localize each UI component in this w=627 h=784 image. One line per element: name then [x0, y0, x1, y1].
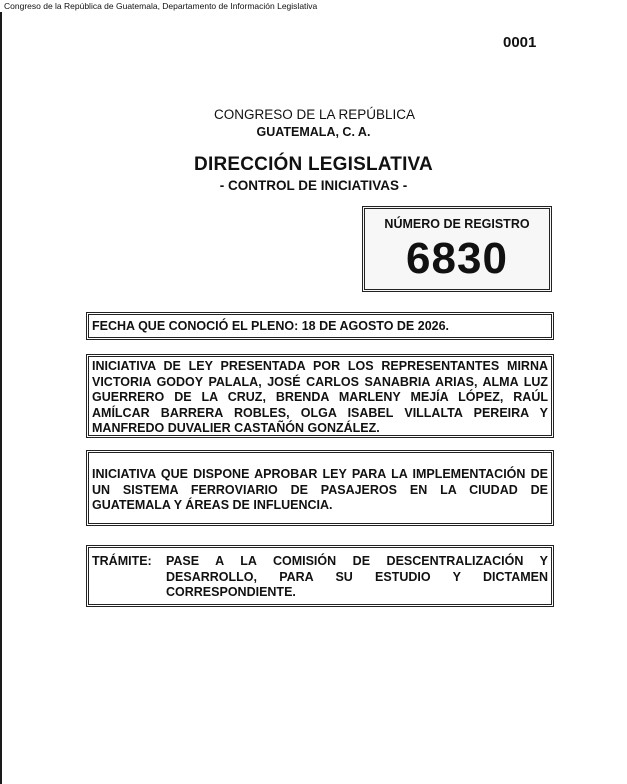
plenary-date-text: FECHA QUE CONOCIÓ EL PLENO: 18 DE AGOSTO DE 2026.: [92, 319, 450, 333]
institution-heading: [0, 107, 627, 139]
source-header-note: Congreso de la República de Guatemala, Departamento de Información Legislativa: [4, 1, 318, 11]
plenary-date-box: [86, 312, 554, 340]
initiative-subject-text: INICIATIVA QUE DISPONE APROBAR LEY PARA LA IMPLEMENTACIÓN DE UN SISTEMA FERROVIARIO DE PASAJEROS EN LA CIUDAD DE GUATEMALA Y ÁREAS DE INFLUENCIA.: [92, 467, 548, 512]
office-title: DIRECCIÓN LEGISLATIVA: [194, 154, 433, 175]
presenters-text: INICIATIVA DE LEY PRESENTADA POR LOS REPRESENTANTES MIRNA VICTORIA GODOY PALALA, JOSÉ CARLOS SANABRIA ARIAS, ALMA LUZ GUERRERO DE LA CRUZ, BRENDA MARLENY MEJÍA LÓPEZ, RAÚL AMÍLCAR BARRERA ROBLES, OLGA ISABEL VILLALTA PEREIRA Y MANFREDO DUVALIER CASTAÑÓN GONZÁLEZ.: [92, 359, 548, 435]
page-number: 0001: [503, 34, 537, 51]
procedure-text: PASE A LA COMISIÓN DE DESCENTRALIZACIÓN Y DESARROLLO, PARA SU ESTUDIO Y DICTAMEN CORRESPONDIENTE.: [166, 554, 548, 599]
presenters-box: [86, 354, 554, 438]
office-heading: [0, 154, 627, 193]
office-subtitle: - CONTROL DE INICIATIVAS -: [219, 178, 408, 193]
institution-location: GUATEMALA, C. A.: [256, 125, 371, 139]
registration-label: NÚMERO DE REGISTRO: [384, 217, 530, 231]
procedure-label: TRÁMITE:: [92, 554, 152, 568]
registration-number: 6830: [406, 234, 508, 283]
initiative-subject-box: [86, 450, 554, 526]
procedure-row: [92, 554, 548, 601]
registration-box: [362, 206, 552, 292]
procedure-box: [86, 545, 554, 607]
institution-name: CONGRESO DE LA REPÚBLICA: [213, 107, 416, 122]
